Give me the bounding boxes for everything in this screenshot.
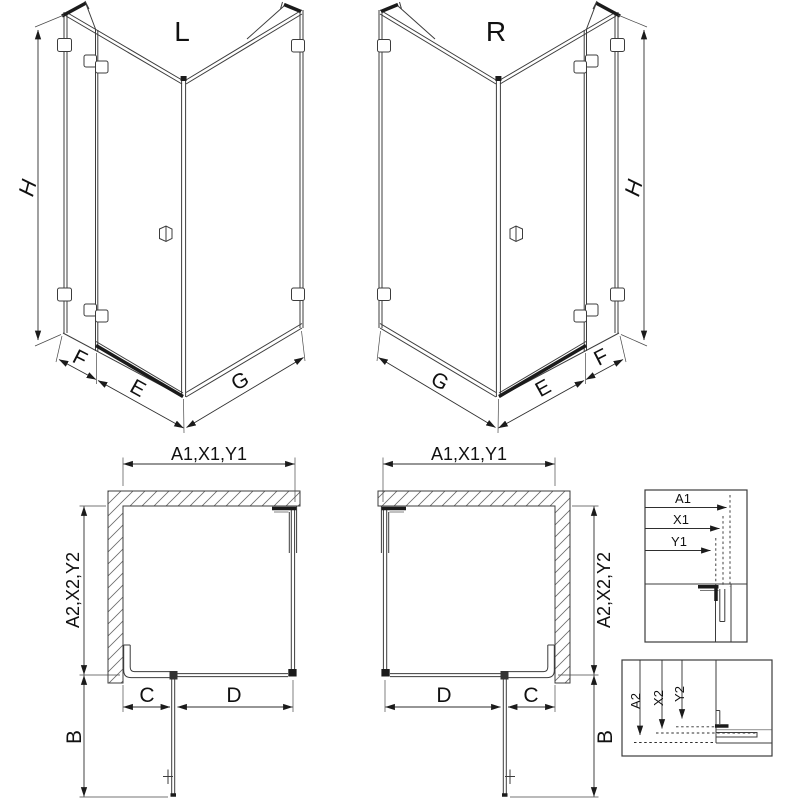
detail-a2-label: A2 — [628, 693, 643, 709]
plan-left-side-dim-label: A2,X2,Y2 — [63, 551, 83, 629]
plan-right-c-label: C — [523, 684, 539, 707]
dim-label-h-left: H — [13, 176, 42, 199]
dim-label-g-right: G — [426, 367, 453, 396]
detail-box-depths — [622, 660, 772, 756]
iso-right-title: R — [485, 16, 507, 47]
dim-label-f-right: F — [590, 344, 613, 371]
dim-label-e-right: E — [531, 374, 555, 402]
wall-hatch-right-plan — [378, 491, 570, 683]
dim-label-g-left: G — [227, 367, 254, 396]
detail-x2-label: X2 — [651, 690, 666, 706]
plan-right-top-dim-label: A1,X1,Y1 — [430, 444, 508, 464]
detail-y2-label: Y2 — [672, 686, 687, 702]
detail-a1-label: A1 — [675, 491, 691, 506]
plan-right-b-label: B — [594, 729, 617, 745]
plan-view-left — [63, 444, 300, 797]
plan-view-right — [378, 444, 617, 797]
plan-right-d-label: D — [436, 684, 452, 707]
dim-label-h-right: H — [619, 176, 648, 199]
detail-box-widths — [645, 490, 747, 642]
wall-hatch-left-plan — [108, 491, 300, 683]
plan-left-b-label: B — [63, 729, 86, 745]
dim-label-f-left: F — [68, 345, 91, 372]
plan-left-c-label: C — [139, 684, 155, 707]
plan-left-top-dim-label: A1,X1,Y1 — [170, 444, 248, 464]
dim-label-e-left: E — [126, 374, 150, 402]
iso-view-right — [377, 1, 648, 433]
detail-x1-label: X1 — [673, 512, 689, 527]
iso-view-left — [13, 1, 305, 433]
plan-right-side-dim-label: A2,X2,Y2 — [594, 551, 614, 629]
iso-left-title: L — [174, 16, 190, 47]
detail-y1-label: Y1 — [671, 534, 687, 549]
plan-left-d-label: D — [226, 684, 242, 707]
